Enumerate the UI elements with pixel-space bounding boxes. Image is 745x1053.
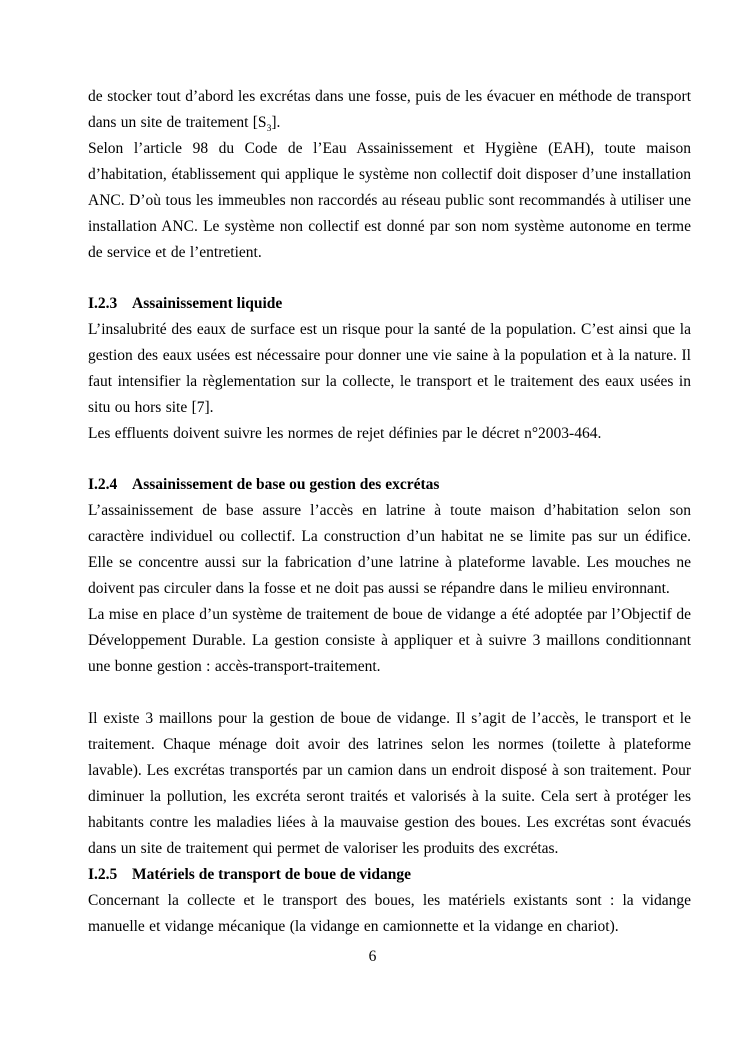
heading-number: I.2.3 [88, 295, 118, 312]
heading-number: I.2.5 [88, 866, 118, 883]
paragraph-insalubrite-eaux: L’insalubrité des eaux de surface est un risque pour la santé de la population. C’est ainsi que la gestion des eaux usées est nécessaire pour donner une vie saine à la population et à la nature. Il faut intensifier la règlementation sur la collecte, le transport et le traitement des eaux usées in situ ou hors site [7]. [88, 321, 691, 416]
paragraph-stocker-excretas [88, 84, 691, 136]
heading-title: Assainissement liquide [132, 295, 283, 312]
paragraph-materiels-collecte: Concernant la collecte et le transport des boues, les matériels existants sont : la vidange manuelle et vidange mécanique (la vidange en camionnette et la vidange en chariot). [88, 892, 691, 935]
paragraph-assainissement-de-base: L’assainissement de base assure l’accès en latrine à toute maison d’habitation selon son caractère individuel ou collectif. La construction d’un habitat ne se limite pas sur un édifice. Elle se concentre aussi sur la fabrication d’une latrine à plateforme lavable. Les mouches ne doivent pas circuler dans la fosse et ne doit pas aussi se répandre dans le milieu environnant. [88, 502, 691, 597]
paragraph-article-98-eah: Selon l’article 98 du Code de l’Eau Assainissement et Hygiène (EAH), toute maison d’habitation, établissement qui applique le système non collectif doit disposer d’une installation ANC. D’où tous les immeubles non raccordés au réseau public sont recommandés à utiliser une installation ANC. Le système non collectif est donné par son nom système autonome en terme de service et de l’entretient. [88, 140, 691, 261]
heading-number: I.2.4 [88, 476, 118, 493]
heading-title: Matériels de transport de boue de vidange [132, 866, 411, 883]
paragraph-effluents-normes: Les effluents doivent suivre les normes de rejet définies par le décret n°2003-464. [88, 425, 602, 442]
paragraph-mise-en-place-systeme: La mise en place d’un système de traitement de boue de vidange a été adoptée par l’Objectif de Développement Durable. La gestion consiste à appliquer et à suivre 3 maillons conditionnant une bonne gestion : accès-transport-traitement. [88, 606, 691, 675]
page-number: 6 [368, 948, 377, 965]
paragraph-trois-maillons: Il existe 3 maillons pour la gestion de boue de vidange. Il s’agit de l’accès, le transport et le traitement. Chaque ménage doit avoir des latrines selon les normes (toilette à plateforme lavable). Les excrétas transportés par un camion dans un endroit disposé à son traitement. Pour diminuer la pollution, les excréta seront traités et valorisés à la suite. Cela sert à protéger les habitants contre les maladies liées à la mauvaise gestion des boues. Les excrétas sont évacués dans un site de traitement qui permet de valoriser les produits des excrétas. [88, 710, 691, 857]
page-footer [0, 944, 745, 970]
heading-title: Assainissement de base ou gestion des excrétas [132, 476, 440, 493]
section-heading-i-2-4 [88, 472, 691, 498]
section-heading-i-2-3 [88, 291, 691, 317]
document-page [88, 84, 691, 940]
blank-line-spacer [88, 680, 691, 706]
paragraph-text: de stocker tout d’abord les excrétas dans une fosse, puis de les évacuer en méthode de transport dans un site de traitement [S [88, 88, 691, 131]
subscript-citation: 3 [266, 123, 272, 135]
paragraph-text: ]. [271, 114, 281, 131]
section-heading-i-2-5 [88, 862, 691, 888]
